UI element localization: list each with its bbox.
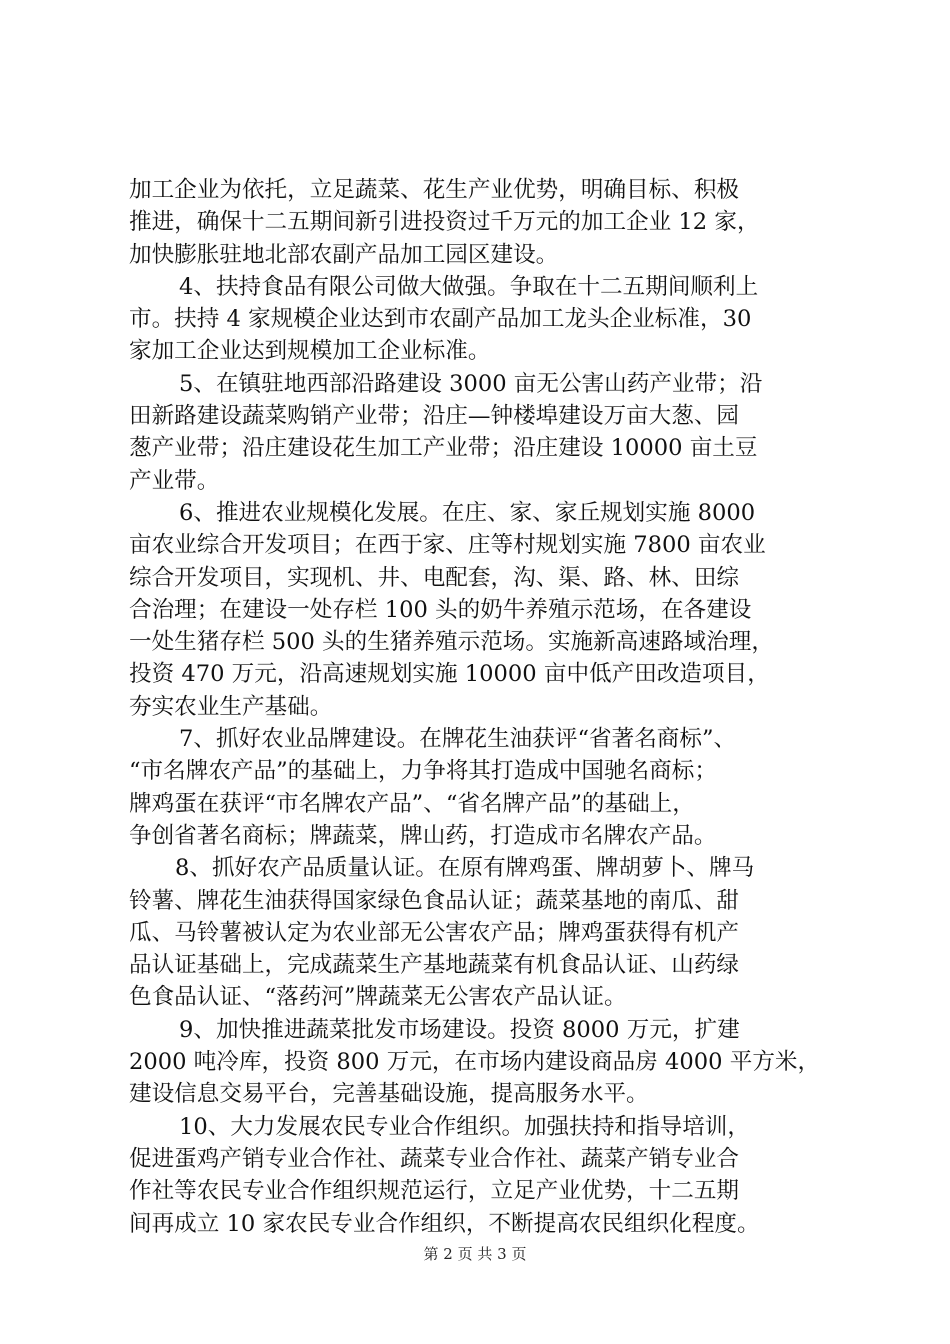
text-line: 瓜、马铃薯被认定为农业部无公害农产品；牌鸡蛋获得有机产 xyxy=(129,919,740,946)
paragraph-9-start: 9、加快推进蔬菜批发市场建设。投资 8000 万元，扩建 xyxy=(179,1016,740,1043)
text-line: 合治理；在建设一处存栏 100 头的奶牛养殖示范场，在各建设 xyxy=(129,596,752,623)
text-line: “市名牌农产品”的基础上，力争将其打造成中国驰名商标； xyxy=(129,758,717,785)
text-line: 综合开发项目，实现机、井、电配套，沟、渠、路、林、田综 xyxy=(129,564,740,591)
paragraph-4-start: 4、扶持食品有限公司做大做强。争取在十二五期间顺利上 xyxy=(179,273,759,300)
paragraph-10-start: 10、大力发展农民专业合作组织。加强扶持和指导培训， xyxy=(179,1113,750,1140)
text-line: 一处生猪存栏 500 头的生猪养殖示范场。实施新高速路域治理， xyxy=(129,629,774,656)
text-line: 间再成立 10 家农民专业合作组织，不断提高农民组织化程度。 xyxy=(129,1210,760,1237)
text-line: 铃薯、牌花生油获得国家绿色食品认证；蔬菜基地的南瓜、甜 xyxy=(129,887,740,914)
text-line: 争创省著名商标；牌蔬菜，牌山药，打造成市名牌农产品。 xyxy=(129,822,717,849)
text-line: 品认证基础上，完成蔬菜生产基地蔬菜有机食品认证、山药绿 xyxy=(129,952,740,979)
text-line: 葱产业带；沿庄建设花生加工产业带；沿庄建设 10000 亩土豆 xyxy=(129,435,758,462)
text-line: 投资 470 万元，沿高速规划实施 10000 亩中低产田改造项目， xyxy=(129,661,770,688)
text-line: 田新路建设蔬菜购销产业带；沿庄—钟楼埠建设万亩大葱、园 xyxy=(129,403,740,430)
text-line: 产业带。 xyxy=(129,467,220,494)
text-line: 夯实农业生产基础。 xyxy=(129,693,333,720)
document-body xyxy=(129,174,833,1240)
text-line: 亩农业综合开发项目；在西于家、庄等村规划实施 7800 亩农业 xyxy=(129,532,766,559)
page-number-footer: 第 2 页 共 3 页 xyxy=(423,1245,527,1263)
text-line: 加快膨胀驻地北部农副产品加工园区建设。 xyxy=(129,241,559,268)
text-line: 牌鸡蛋在获评“市名牌农产品”、“省名牌产品”的基础上， xyxy=(129,790,695,817)
paragraph-8-start: 8、抓好农产品质量认证。在原有牌鸡蛋、牌胡萝卜、牌马 xyxy=(175,855,755,882)
text-line: 加工企业为依托，立足蔬菜、花生产业优势，明确目标、积极 xyxy=(129,177,740,203)
text-line: 作社等农民专业合作组织规范运行，立足产业优势，十二五期 xyxy=(129,1178,740,1205)
text-line: 市。扶持 4 家规模企业达到市农副产品加工龙头企业标准，30 xyxy=(129,306,752,333)
text-line: 推进，确保十二五期间新引进投资过千万元的加工企业 12 家， xyxy=(129,209,760,236)
text-line: 家加工企业达到规模加工企业标准。 xyxy=(129,338,491,365)
text-line: 2000 吨冷库，投资 800 万元，在市场内建设商品房 4000 平方米， xyxy=(129,1049,821,1076)
paragraph-5-start: 5、在镇驻地西部沿路建设 3000 亩无公害山药产业带；沿 xyxy=(179,370,763,397)
text-line: 色食品认证、“落药河”牌蔬菜无公害农产品认证。 xyxy=(129,984,627,1011)
paragraph-7-start: 7、抓好农业品牌建设。在牌花生油获评“省著名商标”、 xyxy=(179,726,737,753)
text-line: 促进蛋鸡产销专业合作社、蔬菜专业合作社、蔬菜产销专业合 xyxy=(129,1145,740,1172)
paragraph-6-start: 6、推进农业规模化发展。在庄、家、家丘规划实施 8000 xyxy=(179,499,756,526)
text-line: 建设信息交易平台，完善基础设施，提高服务水平。 xyxy=(129,1081,649,1108)
